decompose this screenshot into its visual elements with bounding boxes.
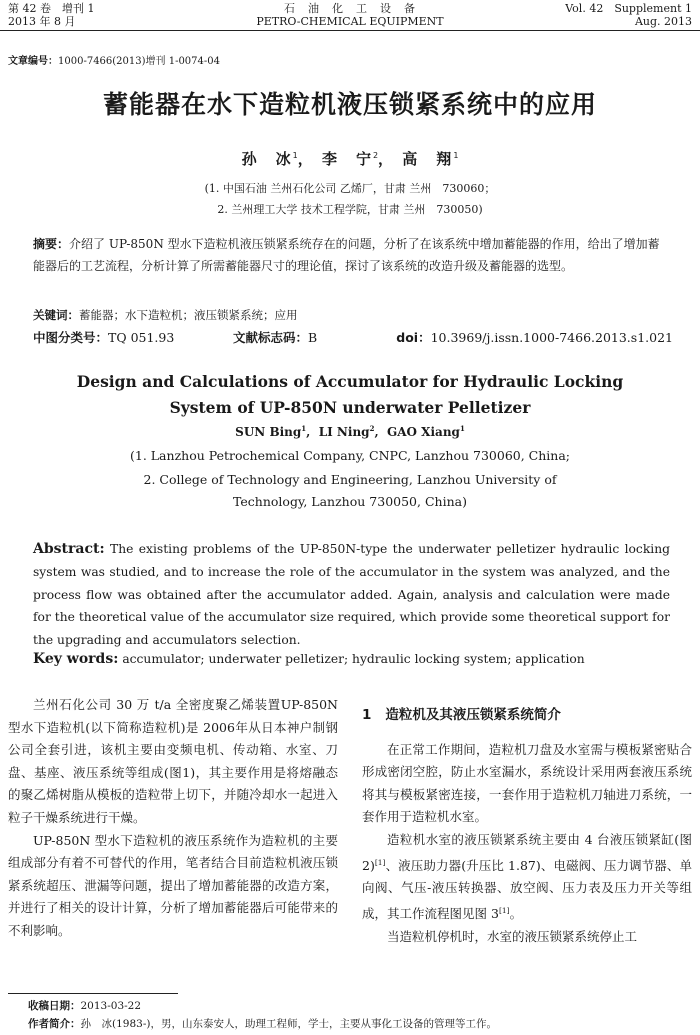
affiliation-en-1: (1. Lanzhou Petrochemical Company, CNPC, Lanzhou 730060, China; <box>129 448 570 463</box>
author-2-en-sup: 2 <box>369 424 375 433</box>
received-date: 2013-03-22 <box>80 1000 142 1012</box>
author-2-zh: 李 宁 <box>321 150 373 168</box>
author-3-en-sup: 1 <box>459 424 465 433</box>
keywords-zh-label: 关键词： <box>33 308 79 322</box>
author-2-en: LI Ning <box>318 425 370 439</box>
section-paragraph-1: 在正常工作期间，造粒机刀盘及水室需与模板紧密贴合形成密闭空腔，防止水室漏水，系统设计采用两套液压系统将其与模板紧密连接，一套作用于造粒机刀轴进刀系统，一套作用于造粒机水室。 <box>362 741 692 825</box>
section-number: 1 <box>362 707 372 723</box>
author-1-zh: 孙 冰 <box>241 150 293 168</box>
abstract-en-label: Abstract: <box>33 541 105 557</box>
intro-paragraph-1: 兰州石化公司 30 万 t/a 全密度聚乙烯装置UP-850N 型水下造粒机(以下简称造粒机)是 2006年从日本神户制钢公司全套引进，该机主要由变频电机、传动箱、水室、刀盘、基座、液压系统等组成(图1)，其主要作用是将熔融态的聚乙烯树脂从模板的造粒带上切下，并随冷却水一起进入粒子干燥系统进行干燥。 <box>8 697 338 825</box>
abstract-zh-text: 介绍了 UP-850N 型水下造粒机液压锁紧系统存在的问题，分析了在该系统中增加蓄能器的作用，给出了增加蓄能器后的工艺流程，分析计算了所需蓄能器尺寸的理论值，探讨了该系统的改造升级及蓄能器的选型。 <box>33 237 660 273</box>
keywords-en-text: accumulator; underwater pelletizer; hydraulic locking system; application <box>122 652 585 666</box>
affiliation-zh-2: 2. 兰州理工大学 技术工程学院，甘肃 兰州 730050) <box>217 203 483 216</box>
volume-issue: 第 42 卷 增刊 1 <box>8 2 95 15</box>
author-bio-label: 作者简介： <box>28 1018 81 1030</box>
volume-supplement-en: Vol. 42 Supplement 1 <box>565 2 692 15</box>
abstract-zh <box>33 233 668 277</box>
author-1-en-sup: 1 <box>301 424 307 433</box>
clc-value: TQ 051.93 <box>108 330 175 345</box>
footnote-author <box>28 1016 497 1031</box>
authors-zh <box>0 148 700 169</box>
citation-ref: [1] <box>498 905 510 915</box>
abstract-en <box>33 538 670 652</box>
article-number-label: 文章编号： <box>8 56 58 67</box>
section-paragraph-2 <box>362 829 692 926</box>
article-number <box>8 52 220 67</box>
article-number-value: 1000-7466(2013)增刊 1-0074-04 <box>58 56 221 67</box>
body-left-column <box>8 694 338 943</box>
keywords-en-label: Key words: <box>33 651 119 667</box>
doi-label: doi： <box>396 330 431 345</box>
keywords-zh <box>33 304 668 326</box>
doc-code-value: B <box>308 330 318 345</box>
abstract-en-text: The existing problems of the UP-850N-type the underwater pelletizer hydraulic locking system was studied, and to increase the role of the accumulator in the system was analyzed, and the process flow was obtained after the accumulator added. Again, analysis and calculation were made for the theoretical value of the accumulator size required, which provide some theoretical support for the upgrading and accumulators selection. <box>33 542 670 648</box>
affiliation-en-2: 2. College of Technology and Engineering, Lanzhou University of <box>143 472 557 487</box>
author-bio: 孙 冰(1983-)，男，山东泰安人，助理工程师，学士，主要从事化工设备的管理等工作。 <box>80 1018 497 1030</box>
author-separator: ， <box>297 150 315 168</box>
author-2-zh-sup: 2 <box>372 151 379 160</box>
doc-code-label: 文献标志码： <box>233 330 309 345</box>
author-1-zh-sup: 1 <box>292 151 298 160</box>
header-divider <box>0 30 700 31</box>
author-3-zh: 高 翔 <box>402 150 454 168</box>
abstract-zh-label: 摘要： <box>33 237 70 251</box>
paper-title-en-line2: System of UP-850N underwater Pelletizer <box>169 398 531 417</box>
issue-date: 2013 年 8 月 <box>8 15 76 28</box>
paper-title-zh: 蓄能器在水下造粒机液压锁紧系统中的应用 <box>102 90 597 119</box>
affiliation-zh-1: (1. 中国石油 兰州石化公司 乙烯厂，甘肃 兰州 730060； <box>204 182 496 195</box>
doi-value: 10.3969/j.issn.1000-7466.2013.s1.021 <box>430 330 673 345</box>
intro-paragraph-2: UP-850N 型水下造粒机的液压系统作为造粒机的主要组成部分有着不可替代的作用，笔者结合目前造粒机液压锁紧系统超压、泄漏等问题，提出了增加蓄能器的改造方案，并进行了相关的设计计算，分析了增加蓄能器后可能带来的不利影响。 <box>8 832 338 938</box>
journal-volume-en <box>565 2 692 28</box>
journal-name-zh: 石 油 化 工 设 备 <box>284 2 416 15</box>
section-paragraph-2-part-b: 、液压助力器(升压比 1.87)、电磁阀、压力调节器、单向阀、气压-液压转换器、放空阀、压力表及压力开关等组成，其工作流程图见图 3 <box>362 857 692 922</box>
footnote-divider <box>8 993 178 994</box>
author-separator: ， <box>378 150 396 168</box>
classification-line <box>33 328 673 346</box>
paper-title-en-line1: Design and Calculations of Accumulator for Hydraulic Locking <box>76 372 624 391</box>
affiliation-en-3: Technology, Lanzhou 730050, China) <box>233 494 467 509</box>
section-heading <box>362 704 692 727</box>
section-title: 造粒机及其液压锁紧系统简介 <box>385 707 561 723</box>
author-1-en: SUN Bing <box>235 425 302 439</box>
received-label: 收稿日期： <box>28 1000 81 1012</box>
issue-date-en: Aug. 2013 <box>634 15 692 28</box>
author-3-zh-sup: 1 <box>453 151 459 160</box>
section-paragraph-2-part-a: 造粒机水室的液压锁紧系统主要由 4 台液压锁紧缸(图 2) <box>362 831 692 873</box>
clc-label: 中图分类号： <box>33 330 109 345</box>
section-paragraph-2-part-c: 。 <box>509 906 523 922</box>
keywords-zh-text: 蓄能器；水下造粒机；液压锁紧系统；应用 <box>79 308 298 322</box>
author-3-en: GAO Xiang <box>386 425 460 439</box>
section-paragraph-3: 当造粒机停机时，水室的液压锁紧系统停止工 <box>387 928 638 944</box>
journal-name-en: PETRO-CHEMICAL EQUIPMENT <box>256 15 444 28</box>
body-right-column <box>362 704 692 948</box>
authors-en: SUN Bing$^1$, LI Ning$^2$, GAO Xiang$^1$ <box>235 424 465 439</box>
keywords-en <box>33 651 670 667</box>
footnote-received <box>28 998 141 1013</box>
citation-ref: [1] <box>374 857 386 867</box>
